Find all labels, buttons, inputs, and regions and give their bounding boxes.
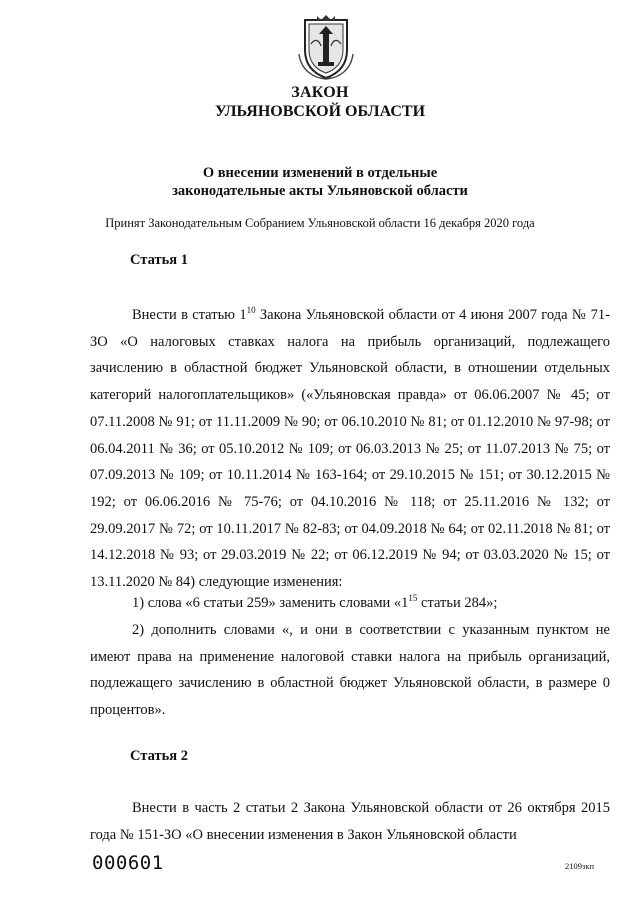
law-subject-line1: О внесении изменений в отдельные	[202, 165, 438, 181]
item-1-superscript: 15	[408, 593, 418, 603]
law-region: УЛЬЯНОВСКОЙ ОБЛАСТИ	[214, 103, 426, 120]
article-1-superscript: 10	[246, 305, 256, 315]
article-1-item-2: 2) дополнить словами «, и они в соответствии с указанным пунктом не имеют права на применение налоговой ставки налога на прибыль организаций, подлежащего зачислению в областной бюджет Ульяновской области, в размере 0 процентов».	[90, 622, 610, 719]
law-title: ЗАКОН	[291, 84, 349, 101]
document-code: 2109зкп	[565, 861, 595, 871]
article-1-text-post: Закона Ульяновской области от 4 июня 2007 года № 71-ЗО «О налоговых ставках налога на прибыль организаций, подлежащего зачислению в областной бюджет Ульяновской области, в отношении отдельных категорий налогоплательщиков» («Ульяновская правда» от 06.06.2007 № 45; от 07.11.2008 № 91; от 11.11.2009 № 90; от 06.10.2010 № 81; от 01.12.2010 № 97-98; от 06.04.2011 № 36; от 05.10.2012 № 109; от 06.03.2013 № 25; от 11.07.2013 № 75; от 07.09.2013 № 109; от 10.11.2014 № 163-164; от 29.10.2015 № 151; от 30.12.2015 № 192; от 06.06.2016 № 75-76; от 04.10.2016 № 118; от 25.11.2016 № 132; от 29.09.2017 № 72; от 10.11.2017 № 82-83; от 04.09.2018 № 64; от 02.11.2018 № 81; от 14.12.2018 № 93; от 29.03.2019 № 22; от 06.12.2019 № 94; от 03.03.2020 № 15; от 13.11.2020 № 84) следующие изменения:	[90, 307, 610, 591]
article-1-text-pre: Внести в статью 1	[132, 307, 247, 323]
article-1-heading: Статья 1	[130, 252, 188, 268]
document-number: 000601	[92, 852, 164, 874]
law-subject-line2: законодательные акты Ульяновской области	[172, 183, 468, 199]
article-1-item-1	[90, 590, 610, 617]
item-1-text-post: статьи 284»;	[417, 595, 498, 611]
adoption-note: Принят Законодательным Собранием Ульяновской области 16 декабря 2020 года	[105, 216, 535, 230]
article-2-heading: Статья 2	[130, 748, 188, 764]
article-1-paragraph	[90, 302, 610, 596]
coat-of-arms-icon	[297, 14, 355, 80]
article-2-paragraph: Внести в часть 2 статьи 2 Закона Ульяновской области от 26 октября 2015 года № 151-ЗО «О внесении изменения в Закон Ульяновской области	[90, 800, 610, 843]
item-1-text-pre: 1) слова «6 статьи 259» заменить словами «1	[132, 595, 409, 611]
